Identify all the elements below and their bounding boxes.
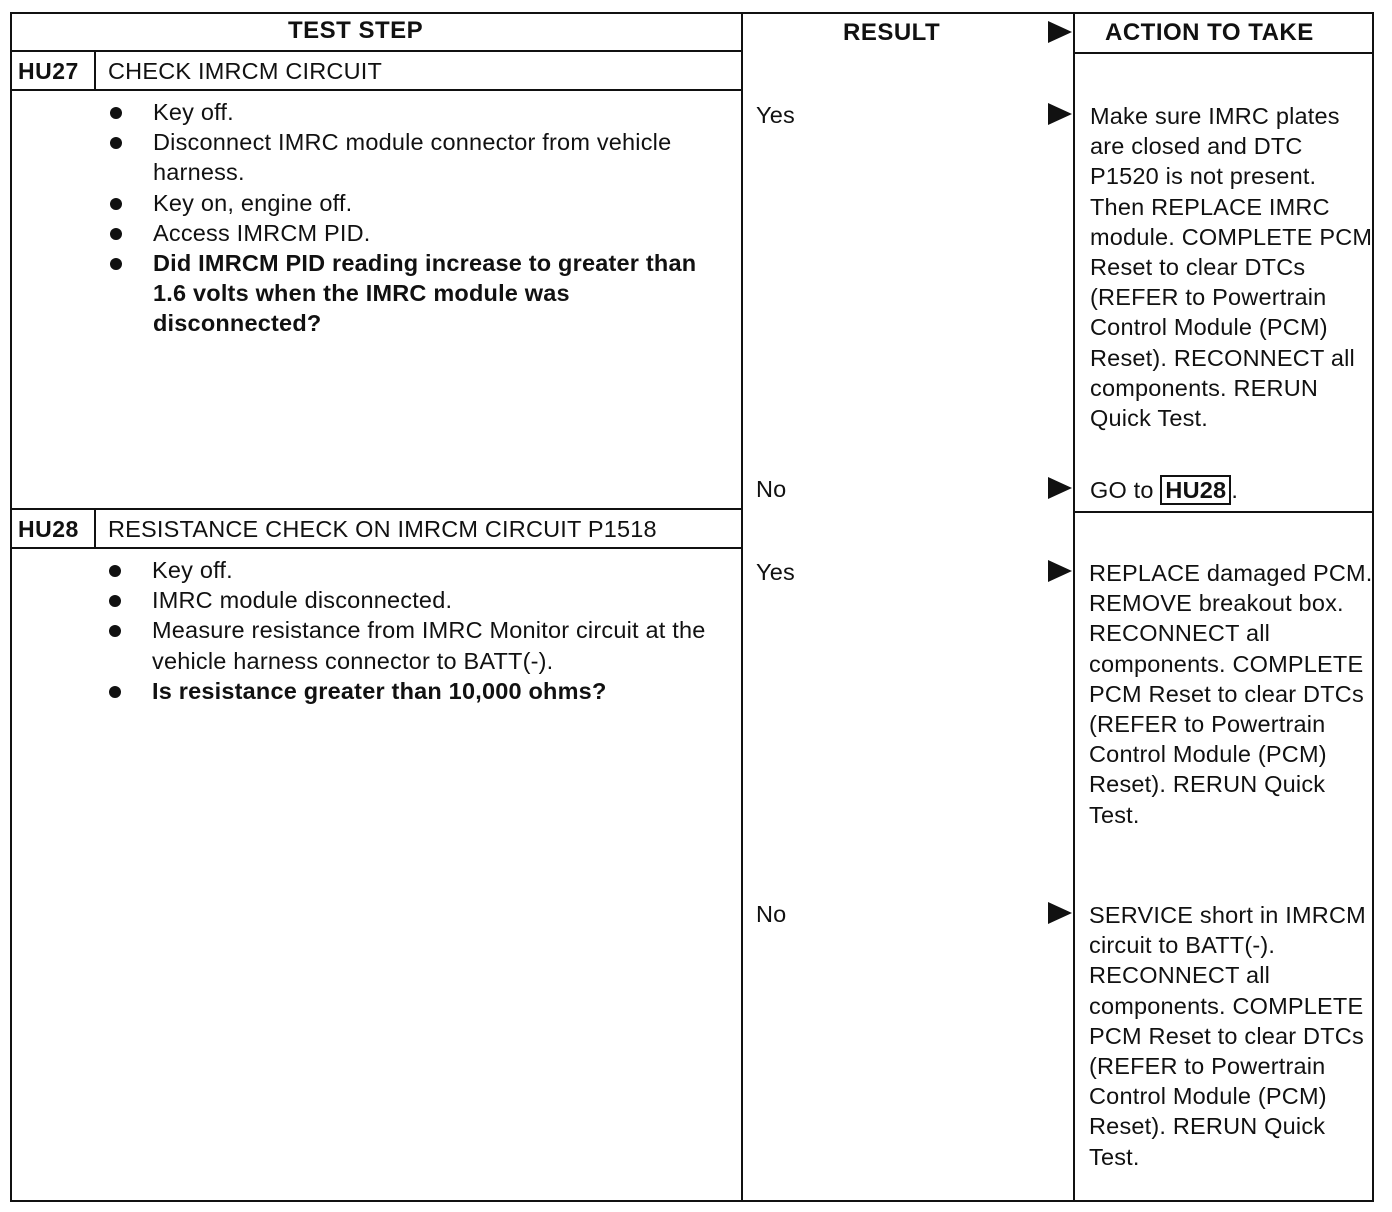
column-divider-action [1073,12,1075,1202]
header-result: RESULT [843,19,941,46]
hu28-title-rule [10,547,743,549]
list-item: Measure resistance from IMRC Monitor circuit at the vehicle harness connector to BATT(-). [109,615,724,675]
step-title-hu28: RESISTANCE CHECK ON IMRCM CIRCUIT P1518 [108,516,657,542]
list-item: IMRC module disconnected. [109,585,724,615]
action-goto-suffix: . [1231,477,1239,503]
step-procedure-hu27 [110,97,720,339]
list-item: Key on, engine off. [110,188,720,218]
hu27-title-rule [10,89,743,91]
result-label-no: No [756,476,787,502]
table-border-top [10,12,1374,14]
action-goto [1090,475,1238,505]
result-arrow-icon [1048,477,1072,499]
action-text: REPLACE damaged PCM. REMOVE breakout box. RECONNECT all components. COMPLETE PCM Reset to clear DTCs (REFER to Powertrain Control Module (PCM) Reset). RERUN Quick Test. [1089,560,1373,828]
hu28-id-divider [94,510,96,548]
result-arrow-icon [1048,902,1072,924]
header-action: ACTION TO TAKE [1105,19,1314,46]
header-arrow-icon [1048,21,1072,43]
step-question: Is resistance greater than 10,000 ohms? [109,676,724,706]
list-item: Key off. [109,555,724,585]
diagnostic-table [10,12,1374,1202]
table-border-left [10,12,12,1202]
header-test-step: TEST STEP [288,17,424,44]
step-reference-link[interactable]: HU28 [1160,475,1231,505]
header-bottom-rule-right [1073,52,1374,54]
step-id-hu28: HU28 [18,516,79,542]
list-item: Key off. [110,97,720,127]
step-id-hu27: HU27 [18,58,79,84]
result-arrow-icon [1048,560,1072,582]
step-procedure-hu28 [109,555,724,706]
step-question: Did IMRCM PID reading increase to greater than 1.6 volts when the IMRC module was disconnected? [110,248,720,339]
header-bottom-rule [10,50,743,52]
action-text: Make sure IMRC plates are closed and DTC P1520 is not present. Then REPLACE IMRC module. COMPLETE PCM Reset to clear DTCs (REFER to Powertrain Control Module (PCM) Reset). RECONNECT all components. RERUN Quick Test. [1090,103,1373,432]
result-label-yes: Yes [756,102,795,128]
column-divider-result [741,12,743,1202]
result-label-yes: Yes [756,559,795,585]
hu27-id-divider [94,52,96,90]
action-text: SERVICE short in IMRCM circuit to BATT(-). RECONNECT all components. COMPLETE PCM Reset to clear DTCs (REFER to Powertrain Control Module (PCM) Reset). RERUN Quick Test. [1089,902,1366,1170]
table-border-bottom [10,1200,1374,1202]
result-label-no: No [756,901,787,927]
list-item: Access IMRCM PID. [110,218,720,248]
result-arrow-icon [1048,103,1072,125]
step-separator-right [1073,511,1374,513]
list-item: Disconnect IMRC module connector from vehicle harness. [110,127,720,187]
step-title-hu27: CHECK IMRCM CIRCUIT [108,58,383,84]
step-separator [10,508,743,510]
action-goto-label: GO to [1090,477,1154,503]
